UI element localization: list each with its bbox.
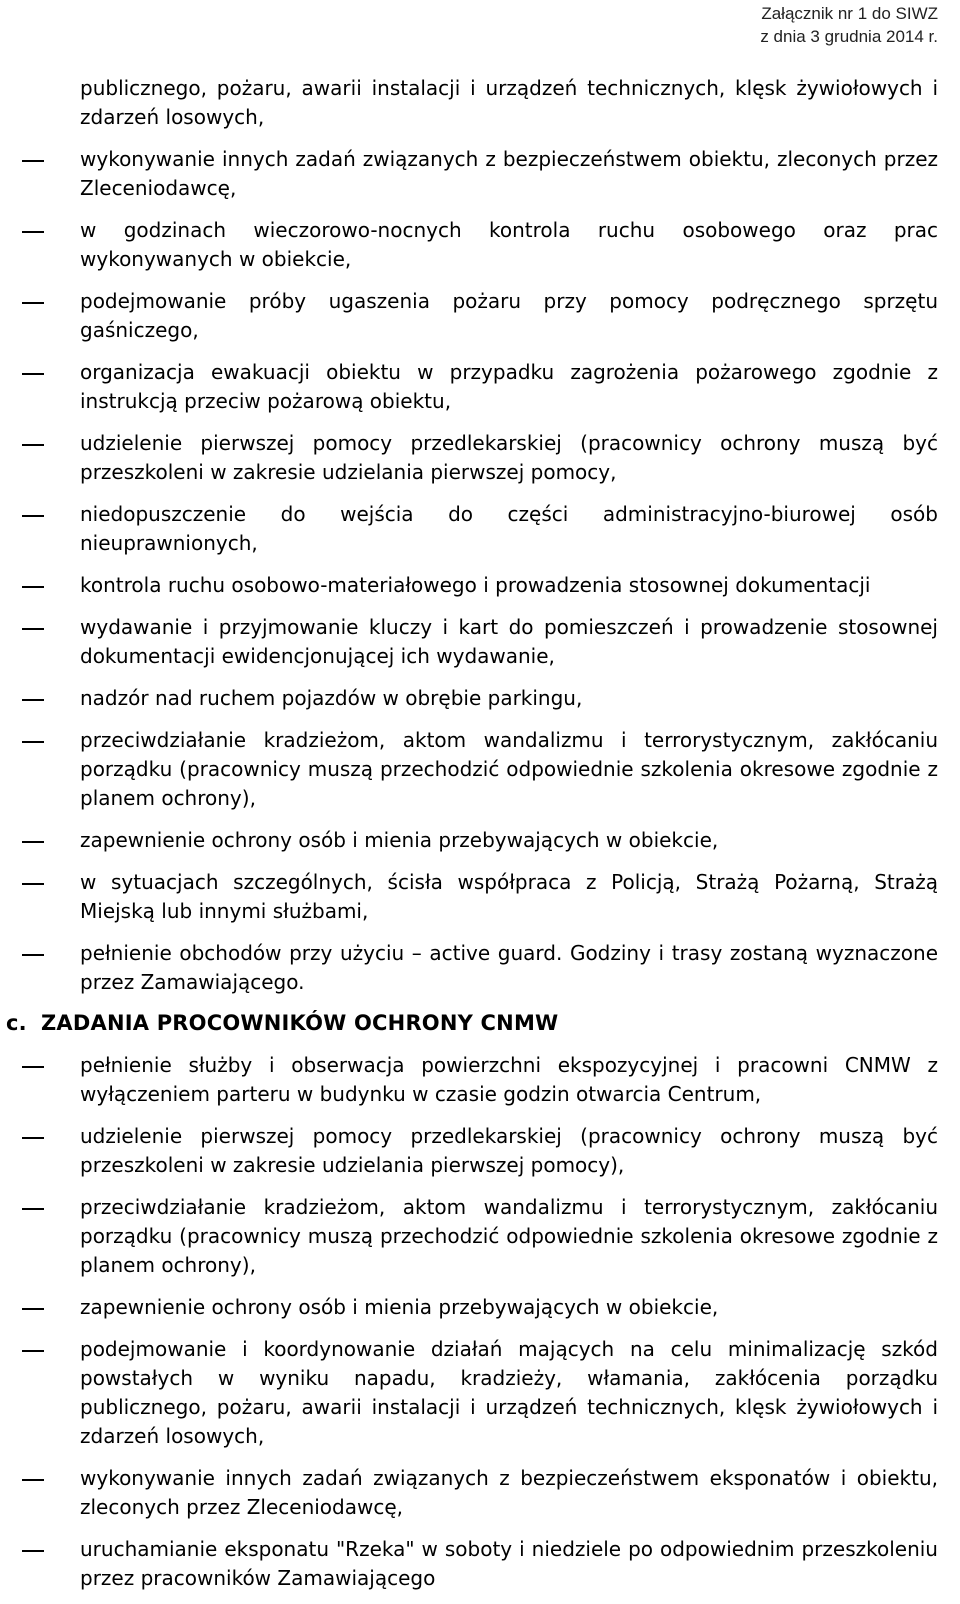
duties-list-c — [0, 1051, 960, 1593]
list-item-text: udzielenie pierwszej pomocy przedlekarskiej (pracownicy ochrony muszą być przeszkoleni w zakresie udzielania pierwszej pomocy), — [80, 1124, 938, 1177]
page-header — [760, 2, 938, 48]
list-item — [80, 613, 938, 671]
list-item-text: zapewnienie ochrony osób i mienia przebywających w obiekcie, — [80, 1295, 719, 1319]
list-item-text: zapewnienie ochrony osób i mienia przebywających w obiekcie, — [80, 828, 719, 852]
dash-bullet-icon — [22, 373, 44, 375]
list-item-text: w godzinach wieczorowo-nocnych kontrola ruchu osobowego oraz prac wykonywanych w obiekcie, — [80, 218, 938, 271]
list-item-text: wykonywanie innych zadań związanych z bezpieczeństwem eksponatów i obiektu, zleconych przez Zleceniodawcę, — [80, 1466, 938, 1519]
dash-bullet-icon — [22, 1350, 44, 1352]
list-item-text: w sytuacjach szczególnych, ścisła współpraca z Policją, Strażą Pożarną, Strażą Miejską lub innymi służbami, — [80, 870, 938, 923]
header-date-line: z dnia 3 grudnia 2014 r. — [760, 27, 938, 46]
list-item — [80, 1051, 938, 1109]
dash-bullet-icon — [22, 954, 44, 956]
list-item-text: niedopuszczenie do wejścia do części administracyjno-biurowej osób nieuprawnionych, — [80, 502, 938, 555]
list-item-text: pełnienie obchodów przy użyciu – active guard. Godziny i trasy zostaną wyznaczone przez Zamawiającego. — [80, 941, 938, 994]
list-item — [80, 287, 938, 345]
list-item — [80, 145, 938, 203]
list-item — [80, 684, 938, 713]
duties-list-b — [0, 145, 960, 997]
list-item-text: podejmowanie i koordynowanie działań mających na celu minimalizację szkód powstałych w wyniku napadu, kradzieży, włamania, zakłócenia porządku publicznego, pożaru, awarii instalacji i urządzeń technicznych, klęsk żywiołowych i zdarzeń losowych, — [80, 1337, 938, 1448]
list-item-text: przeciwdziałanie kradzieżom, aktom wandalizmu i terrorystycznym, zakłócaniu porządku (pracownicy muszą przechodzić odpowiednie szkolenia okresowe zgodnie z planem ochrony), — [80, 1195, 938, 1277]
dash-bullet-icon — [22, 1137, 44, 1139]
list-item — [80, 1335, 938, 1451]
list-item — [80, 868, 938, 926]
list-item — [80, 726, 938, 813]
list-item — [80, 1464, 938, 1522]
dash-bullet-icon — [22, 302, 44, 304]
list-item — [80, 1122, 938, 1180]
dash-bullet-icon — [22, 515, 44, 517]
list-item-text: kontrola ruchu osobowo-materiałowego i prowadzenia stosownej dokumentacji — [80, 573, 871, 597]
list-item-text: uruchamianie eksponatu "Rzeka" w soboty i niedziele po odpowiednim przeszkoleniu przez pracowników Zamawiającego — [80, 1537, 938, 1590]
header-annex-line: Załącznik nr 1 do SIWZ — [761, 4, 938, 23]
list-item — [80, 358, 938, 416]
list-item — [80, 500, 938, 558]
dash-bullet-icon — [22, 1308, 44, 1310]
list-item-text: pełnienie służby i obserwacja powierzchni ekspozycyjnej i pracowni CNMW z wyłączeniem parteru w budynku w czasie godzin otwarcia Centrum, — [80, 1053, 938, 1106]
list-item-text: organizacja ewakuacji obiektu w przypadku zagrożenia pożarowego zgodnie z instrukcją przeciw pożarową obiektu, — [80, 360, 938, 413]
list-item-text: nadzór nad ruchem pojazdów w obrębie parkingu, — [80, 686, 583, 710]
dash-bullet-icon — [22, 883, 44, 885]
section-c-letter: c. — [6, 1011, 27, 1035]
list-item-text: przeciwdziałanie kradzieżom, aktom wandalizmu i terrorystycznym, zakłócaniu porządku (pracownicy muszą przechodzić odpowiednie szkolenia okresowe zgodnie z planem ochrony), — [80, 728, 938, 810]
dash-bullet-icon — [22, 741, 44, 743]
list-item — [80, 429, 938, 487]
dash-bullet-icon — [22, 231, 44, 233]
dash-bullet-icon — [22, 699, 44, 701]
dash-bullet-icon — [22, 841, 44, 843]
list-item — [80, 1193, 938, 1280]
document-body — [0, 74, 960, 1593]
list-item — [80, 571, 938, 600]
section-c-heading — [6, 1008, 938, 1038]
list-item — [80, 1293, 938, 1322]
list-item-text: wykonywanie innych zadań związanych z bezpieczeństwem obiektu, zleconych przez Zleceniodawcę, — [80, 147, 938, 200]
dash-bullet-icon — [22, 160, 44, 162]
list-item — [80, 1535, 938, 1593]
continuation-paragraph: publicznego, pożaru, awarii instalacji i urządzeń technicznych, klęsk żywiołowych i zdarzeń losowych, — [80, 76, 938, 129]
list-item-text: udzielenie pierwszej pomocy przedlekarskiej (pracownicy ochrony muszą być przeszkoleni w zakresie udzielania pierwszej pomocy, — [80, 431, 938, 484]
dash-bullet-icon — [22, 1066, 44, 1068]
dash-bullet-icon — [22, 586, 44, 588]
list-item — [80, 939, 938, 997]
list-item-text: wydawanie i przyjmowanie kluczy i kart do pomieszczeń i prowadzenie stosownej dokumentacji ewidencjonującej ich wydawanie, — [80, 615, 938, 668]
dash-bullet-icon — [22, 628, 44, 630]
dash-bullet-icon — [22, 1550, 44, 1552]
list-item-text: podejmowanie próby ugaszenia pożaru przy pomocy podręcznego sprzętu gaśniczego, — [80, 289, 938, 342]
dash-bullet-icon — [22, 1479, 44, 1481]
dash-bullet-icon — [22, 444, 44, 446]
dash-bullet-icon — [22, 1208, 44, 1210]
list-item — [80, 826, 938, 855]
section-c-title: ZADANIA PROCOWNIKÓW OCHRONY CNMW — [41, 1011, 559, 1035]
list-item — [80, 216, 938, 274]
